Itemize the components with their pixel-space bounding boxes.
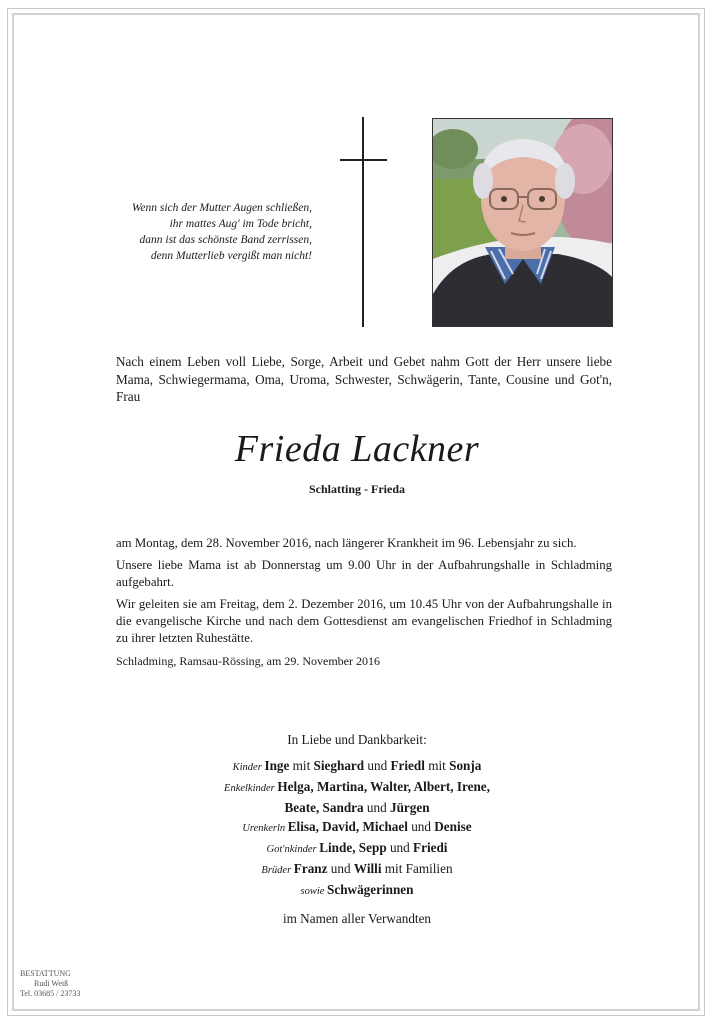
- undertaker-title: BESTATTUNG: [20, 969, 71, 978]
- undertaker-phone: Tel. 03685 / 23733: [20, 989, 81, 998]
- lying-in-state-paragraph: Unsere liebe Mama ist ab Donnerstag um 9.00 Uhr in der Aufbahrungshalle in Schladming aufgebahrt.: [116, 558, 612, 589]
- mourners-list: [0, 730, 714, 928]
- death-date-paragraph: am Montag, dem 28. November 2016, nach längerer Krankheit im 96. Lebensjahr zu sich.: [116, 536, 577, 550]
- mourner-names: Beate, Sandra: [284, 800, 364, 815]
- deceased-nickname: Schlatting - Frieda: [309, 482, 405, 496]
- connector-text: und: [386, 840, 414, 855]
- mourner-name: Jürgen: [389, 800, 430, 815]
- mourner-name: Friedl: [390, 758, 425, 773]
- deceased-name: Frieda Lackner: [234, 428, 480, 470]
- connector-text: und: [364, 758, 391, 773]
- connector-text: mit Familien: [381, 861, 453, 876]
- mourner-name: Willi: [353, 861, 382, 876]
- relation-label: Got'nkinder: [266, 844, 320, 855]
- cross-icon: [362, 117, 364, 327]
- poem-line: ihr mattes Aug' im Tode bricht,: [169, 218, 312, 230]
- place-date: Schladming, Ramsau-Rössing, am 29. November 2016: [116, 654, 380, 668]
- connector-text: mit: [424, 758, 450, 773]
- mourners-sisters-in-law: [0, 880, 714, 901]
- portrait-image: [433, 119, 613, 327]
- mourners-godchildren: [0, 838, 714, 859]
- mourner-names: Linde, Sepp: [319, 840, 387, 855]
- memorial-poem: [106, 200, 312, 264]
- mourner-name: Friedi: [413, 840, 448, 855]
- mourners-great-grandchildren: [0, 817, 714, 838]
- undertaker-name: Rudi Weiß: [34, 979, 69, 988]
- relation-label: sowie: [300, 886, 328, 897]
- announcement-body: [116, 535, 612, 675]
- connector-text: mit: [289, 758, 314, 773]
- connector-text: und: [327, 861, 354, 876]
- mourner-names: Helga, Martina, Walter, Albert, Irene,: [277, 779, 490, 794]
- mourner-names: Elisa, David, Michael: [287, 819, 408, 834]
- relation-label: Kinder: [232, 762, 265, 773]
- mourners-brothers: [0, 859, 714, 880]
- mourners-closing: im Namen aller Verwandten: [282, 911, 432, 926]
- mourner-name: Schwägerinnen: [327, 882, 414, 897]
- mourner-name: Denise: [434, 819, 472, 834]
- mourners-grandchildren-cont: [0, 798, 714, 817]
- mourners-heading: In Liebe und Dankbarkeit:: [287, 732, 427, 747]
- mourner-name: Inge: [264, 758, 290, 773]
- mourners-grandchildren: [0, 777, 714, 798]
- poem-line: denn Mutterlieb vergißt man nicht!: [150, 250, 312, 262]
- mourners-children: [0, 756, 714, 777]
- portrait-photo: [432, 118, 613, 327]
- mourner-name: Sieghard: [313, 758, 365, 773]
- poem-line: Wenn sich der Mutter Augen schließen,: [131, 202, 312, 214]
- relation-label: Brüder: [261, 865, 294, 876]
- poem-line: dann ist das schönste Band zerrissen,: [139, 234, 312, 246]
- mourner-name: Sonja: [449, 758, 482, 773]
- intro-text: Nach einem Leben voll Liebe, Sorge, Arbeit und Gebet nahm Gott der Herr unsere liebe Mama, Schwiegermama, Oma, Uroma, Schwester, Schwägerin, Tante, Cousine und Got'n, Frau: [116, 354, 612, 405]
- funeral-paragraph: Wir geleiten sie am Freitag, dem 2. Dezember 2016, um 10.45 Uhr von der Aufbahrungshalle in die evangelische Kirche und nach dem Gottesdienst am evangelischen Friedhof in Schladming zu ihrer letzten Ruhestätte.: [116, 597, 612, 645]
- connector-text: und: [407, 819, 435, 834]
- undertaker-imprint: [20, 969, 110, 999]
- relation-label: Urenkerln: [242, 823, 288, 834]
- connector-text: und: [363, 800, 390, 815]
- cross-icon-bar: [340, 159, 387, 161]
- relation-label: Enkelkinder: [224, 783, 278, 794]
- mourner-name: Franz: [293, 861, 328, 876]
